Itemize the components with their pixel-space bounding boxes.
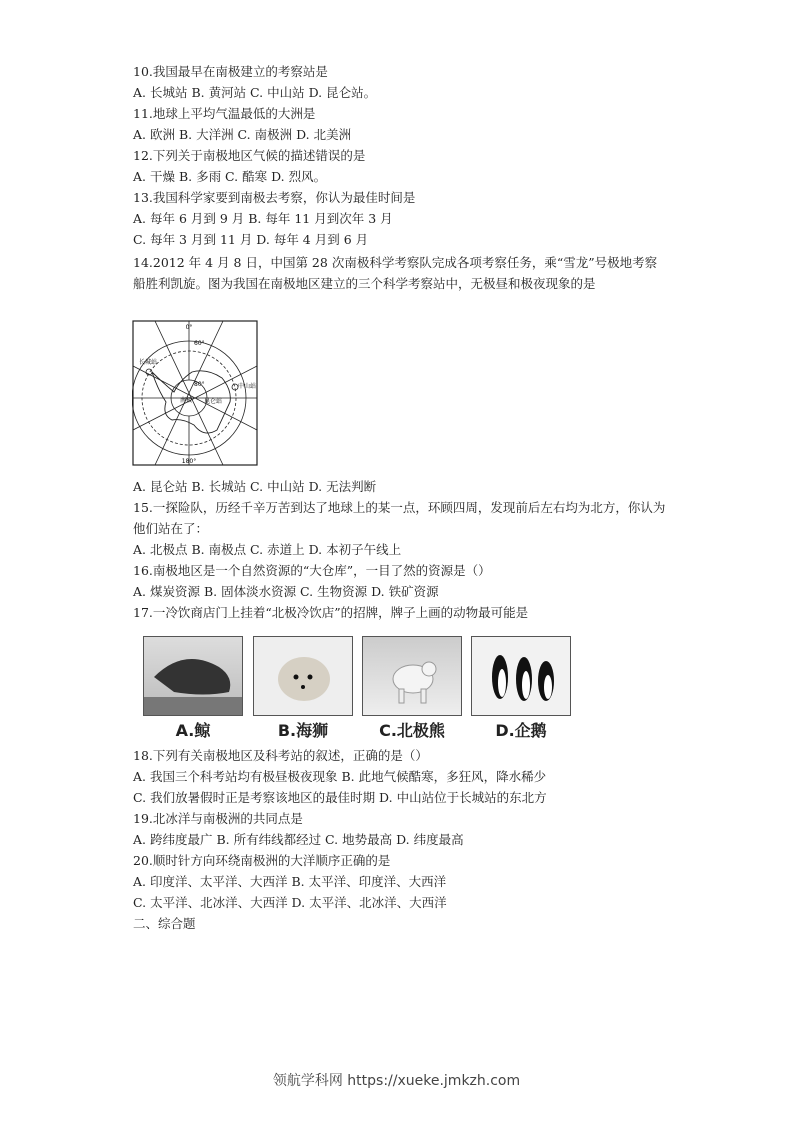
q14-stem: 14.2012 年 4 月 8 日，中国第 28 次南极科学考察队完成各项考察任务，乘“雪龙”号极地考察船胜利凯旋。图为我国在南极地区建立的三个科学考察站中，无极昼和极夜现象的是 (133, 255, 658, 291)
q17-stem: 17.一冷饮商店门上挂着“北极冷饮店”的招牌，牌子上画的动物最可能是 (133, 605, 529, 620)
sea-lion-image (253, 636, 353, 716)
q20-options-1: A. 印度洋、太平洋、大西洋 B. 太平洋、印度洋、大西洋 (133, 874, 447, 889)
map-label-pole: 南极 (180, 397, 193, 404)
q13-stem: 13.我国科学家要到南极去考察，你认为最佳时间是 (133, 190, 416, 205)
q18-options-2: C. 我们放暑假时正是考察该地区的最佳时期 D. 中山站位于长城站的东北方 (133, 790, 547, 805)
q11-options: A. 欧洲 B. 大洋洲 C. 南极洲 D. 北美洲 (133, 127, 352, 142)
q16-stem: 16.南极地区是一个自然资源的“大仓库”，一目了然的资源是（） (133, 563, 491, 578)
questions-10-14 (133, 61, 673, 294)
caption-sea-lion: B.海狮 (277, 721, 329, 740)
q14-options: A. 昆仑站 B. 长城站 C. 中山站 D. 无法判断 (133, 479, 377, 494)
q13-options-2: C. 每年 3 月到 11 月 D. 每年 4 月到 6 月 (133, 232, 369, 247)
section-2-heading: 二、综合题 (133, 916, 196, 931)
map-label-60: 60° (194, 340, 205, 347)
map-label-zhongshan: 中山站 (238, 383, 257, 390)
polar-bear-image (362, 636, 462, 716)
whale-image (143, 636, 243, 716)
q20-options-2: C. 太平洋、北冰洋、大西洋 D. 太平洋、北冰洋、大西洋 (133, 895, 447, 910)
q10-options: A. 长城站 B. 黄河站 C. 中山站 D. 昆仑站。 (133, 85, 377, 100)
map-label-0: 0° (185, 324, 193, 331)
caption-polar-bear: C.北极熊 (379, 721, 445, 740)
q18-options-1: A. 我国三个科考站均有极昼极夜现象 B. 此地气候酷寒，多狂风，降水稀少 (133, 769, 547, 784)
map-label-80: 80° (194, 381, 205, 388)
q11-stem: 11.地球上平均气温最低的大洲是 (133, 106, 316, 121)
q15-stem: 15.一探险队，历经千辛万苦到达了地球上的某一点，环顾四周，发现前后左右均为北方，你认为他们站在了： (133, 500, 666, 536)
q12-stem: 12.下列关于南极地区气候的描述错误的是 (133, 148, 366, 163)
questions-14-17 (133, 476, 673, 623)
q19-stem: 19.北冰洋与南极洲的共同点是 (133, 811, 303, 826)
map-label-changcheng: 长城站 (139, 359, 158, 366)
map-label-180: 180° (181, 458, 197, 465)
animal-options (143, 636, 573, 741)
antarctica-stations-map (132, 320, 258, 466)
caption-whale: A.鲸 (175, 721, 211, 740)
map-label-kunlun: 昆仑站 (204, 398, 223, 405)
q13-options-1: A. 每年 6 月到 9 月 B. 每年 11 月到次年 3 月 (133, 211, 393, 226)
q15-options: A. 北极点 B. 南极点 C. 赤道上 D. 本初子午线上 (133, 542, 402, 557)
q12-options: A. 干燥 B. 多雨 C. 酷寒 D. 烈风。 (133, 169, 327, 184)
questions-18-20 (133, 745, 673, 934)
caption-penguin: D.企鹅 (495, 721, 547, 740)
q18-stem: 18.下列有关南极地区及科考站的叙述，正确的是（） (133, 748, 428, 763)
q20-stem: 20.顺时针方向环绕南极洲的大洋顺序正确的是 (133, 853, 391, 868)
q10-stem: 10.我国最早在南极建立的考察站是 (133, 64, 328, 79)
q16-options: A. 煤炭资源 B. 固体淡水资源 C. 生物资源 D. 铁矿资源 (133, 584, 439, 599)
q19-options: A. 跨纬度最广 B. 所有纬线都经过 C. 地势最高 D. 纬度最高 (133, 832, 464, 847)
footer-watermark: 领航学科网 https://xueke.jmkzh.com (272, 1073, 521, 1089)
penguin-image (471, 636, 571, 716)
